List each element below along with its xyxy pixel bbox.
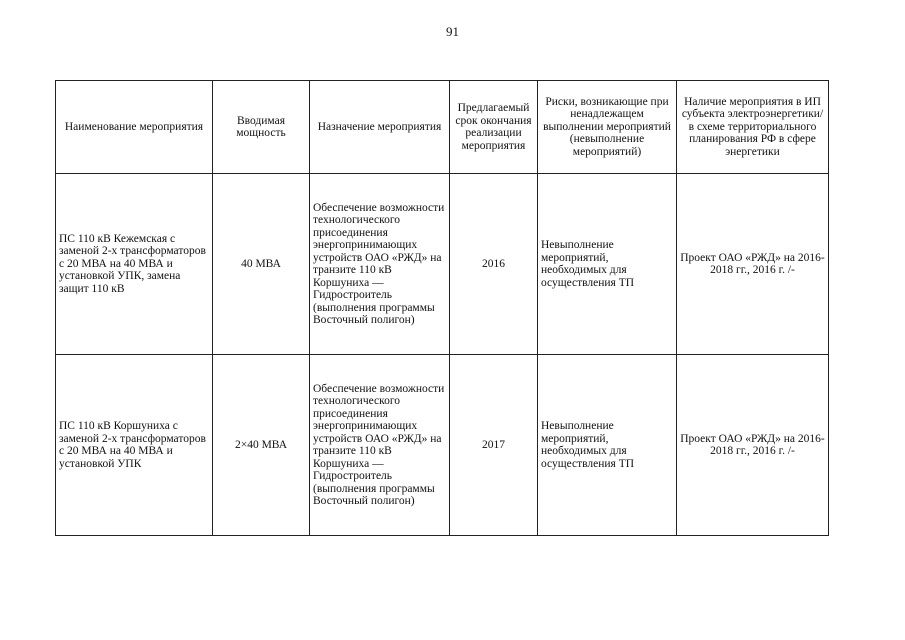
cell-name: ПС 110 кВ Кежемская с заменой 2-х трансформаторов с 20 МВА на 40 МВА и установкой УПК, замена защит 110 кВ <box>56 174 213 355</box>
table-header-row <box>56 81 829 174</box>
cell-deadline: 2016 <box>450 174 538 355</box>
cell-purpose: Обеспечение возможности технологического присоединения энергопринимающих устройств ОАО «РЖД» на транзите 110 кВ Коршуниха — Гидростроитель (выполнения программы Восточный полигон) <box>310 174 450 355</box>
cell-purpose: Обеспечение возможности технологического присоединения энергопринимающих устройств ОАО «РЖД» на транзите 110 кВ Коршуниха — Гидростроитель (выполнения программы Восточный полигон) <box>310 355 450 536</box>
header-purpose: Назначение мероприятия <box>310 81 450 174</box>
cell-deadline: 2017 <box>450 355 538 536</box>
header-availability: Наличие мероприятия в ИП субъекта электроэнергетики/в схеме территориального планирования РФ в сфере энергетики <box>677 81 829 174</box>
header-risks: Риски, возникающие при ненадлежащем выполнении мероприятий (невыполнение мероприятий) <box>538 81 677 174</box>
table-container <box>55 80 829 536</box>
cell-power: 2×40 МВА <box>213 355 310 536</box>
page-number: 91 <box>446 24 459 39</box>
cell-risks: Невыполнение мероприятий, необходимых для осуществления ТП <box>538 174 677 355</box>
cell-name: ПС 110 кВ Коршуниха с заменой 2-х трансформаторов с 20 МВА на 40 МВА и установкой УПК <box>56 355 213 536</box>
table-row <box>56 355 829 536</box>
header-deadline: Предлагаемый срок окончания реализации мероприятия <box>450 81 538 174</box>
table-row <box>56 174 829 355</box>
cell-risks: Невыполнение мероприятий, необходимых для осуществления ТП <box>538 355 677 536</box>
measures-table <box>55 80 829 536</box>
header-name: Наименование мероприятия <box>56 81 213 174</box>
cell-power: 40 МВА <box>213 174 310 355</box>
cell-availability: Проект ОАО «РЖД» на 2016-2018 гг., 2016 г. /- <box>677 174 829 355</box>
cell-availability: Проект ОАО «РЖД» на 2016-2018 гг., 2016 г. /- <box>677 355 829 536</box>
header-power: Вводимая мощность <box>213 81 310 174</box>
